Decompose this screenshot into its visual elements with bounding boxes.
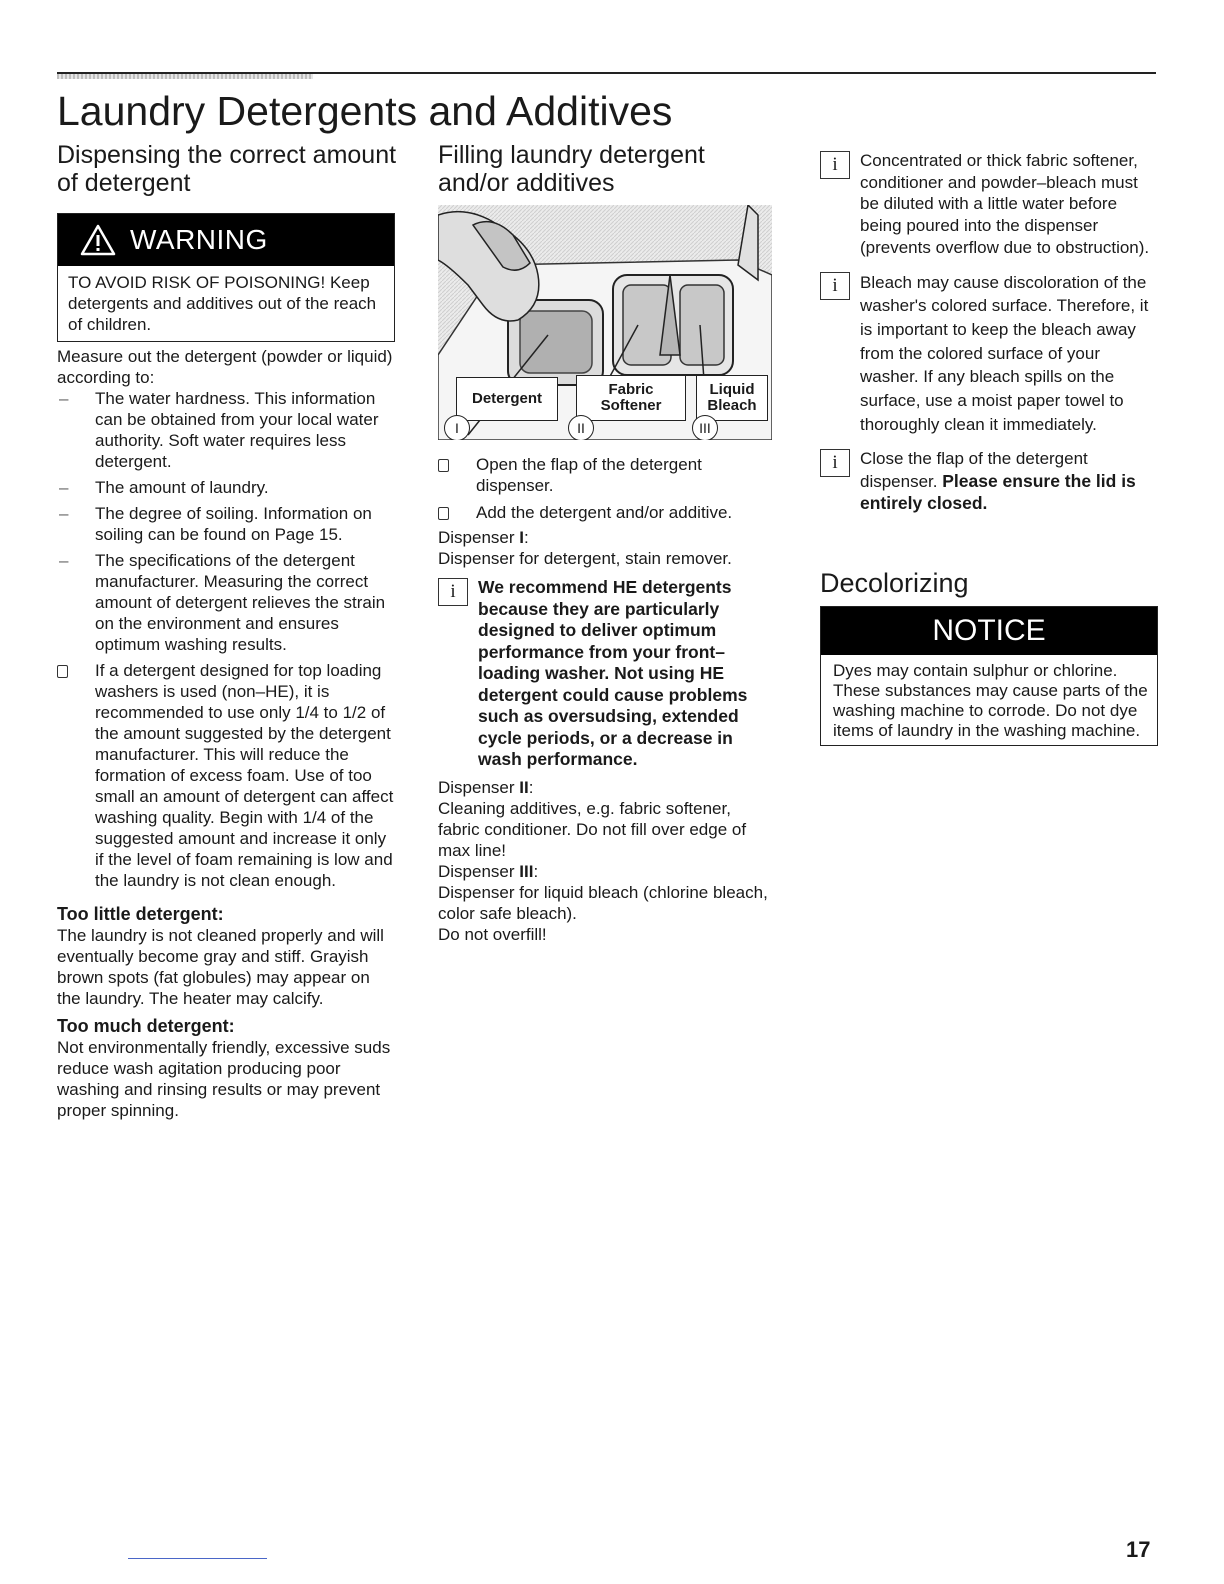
dispenser-3-suffix: : bbox=[533, 861, 539, 881]
measure-intro: Measure out the detergent (powder or liquid) according to: bbox=[57, 347, 393, 387]
dispenser-2-number: II bbox=[519, 777, 529, 797]
dispenser-2-title bbox=[438, 777, 776, 798]
list-item: – The specifications of the detergent manufacturer. Measuring the correct amount of detergent relieves the strain on the environment and ensures optimum washing results. bbox=[57, 550, 397, 655]
dispenser-3-title bbox=[438, 861, 776, 882]
info-icon: i bbox=[438, 578, 468, 606]
dispenser-1-text: Dispenser for detergent, stain remover. bbox=[438, 549, 732, 568]
label-bleach: Bleach bbox=[707, 397, 757, 414]
dispenser-3-number: III bbox=[519, 861, 534, 881]
step-add-detergent: Add the detergent and/or additive. bbox=[476, 503, 733, 522]
info-text-concentrated: Concentrated or thick fabric softener, conditioner and powder–bleach must be diluted with a little water before being poured into the dispenser (prevents overflow due to obstruction). bbox=[860, 151, 1150, 257]
info-icon: i bbox=[820, 449, 850, 477]
info-note-concentrated bbox=[820, 150, 1160, 259]
dispenser-1-prefix: Dispenser bbox=[438, 528, 520, 547]
dispenser-illustration bbox=[438, 205, 772, 440]
checkbox-bullet-icon bbox=[438, 459, 449, 472]
overfill-warning: Do not overfill! bbox=[438, 924, 547, 944]
header-rule bbox=[57, 72, 1156, 74]
measure-criteria-list bbox=[57, 388, 397, 655]
notice-body: Dyes may contain sulphur or chlorine. These substances may cause parts of the washing machine to corrode. Do not dye items of laundry in the washing machine. bbox=[833, 660, 1148, 740]
info-icon: i bbox=[820, 151, 850, 179]
too-much-text: Not environmentally friendly, excessive suds reduce wash agitation producing poor washing and rinsing results or may prevent proper spinning. bbox=[57, 1038, 391, 1120]
footer-line bbox=[128, 1558, 267, 1559]
checklist-item bbox=[438, 502, 776, 523]
dispenser-1-title bbox=[438, 527, 776, 548]
page-title: Laundry Detergents and Additives bbox=[57, 88, 673, 134]
checkbox-bullet-icon bbox=[438, 507, 449, 520]
label-liquid-bleach bbox=[696, 375, 768, 421]
checklist-item-text: If a detergent designed for top loading washers is used (non–HE), it is recommended to use only 1/4 to 1/2 of the amount suggested by the detergent manufacturer. This will reduce the formation of excess foam. Use of too small an amount of detergent can affect washing quality. Begin with 1/4 of the suggested amount and increase it only if the level of foam remaining is low and the laundry is not clean enough. bbox=[95, 661, 394, 890]
column-dispensing bbox=[57, 141, 397, 1121]
notice-box bbox=[820, 606, 1158, 746]
dispenser-2-text: Cleaning additives, e.g. fabric softener, fabric conditioner. Do not fill over edge of max line! bbox=[438, 798, 747, 860]
dispenser-1-suffix: : bbox=[524, 528, 529, 547]
info-note-bleach bbox=[820, 271, 1160, 437]
label-fabric-softener bbox=[576, 375, 686, 421]
section-heading-dispensing: Dispensing the correct amount of detergent bbox=[57, 141, 397, 197]
page-number: 17 bbox=[1126, 1537, 1151, 1562]
warning-box bbox=[57, 213, 395, 342]
column-notes bbox=[820, 150, 1160, 746]
checkbox-bullet-icon bbox=[57, 665, 68, 678]
warning-header bbox=[58, 214, 394, 266]
column-filling bbox=[438, 141, 776, 945]
checklist-item bbox=[438, 454, 776, 496]
dispenser-number-1: I bbox=[444, 415, 470, 440]
notice-label: NOTICE bbox=[821, 607, 1157, 655]
he-recommendation: We recommend HE detergents because they are particularly designed to deliver optimum performance from your front–loading washer. Not using HE detergent could cause problems such as oversudsing, extended cycle periods, or a decrease in wash performance. bbox=[478, 577, 748, 769]
dispenser-number-2: II bbox=[568, 415, 594, 440]
info-text-bleach: Bleach may cause discoloration of the washer's colored surface. Therefore, it is important to keep the bleach away from the colored surface of your washer. If any bleach spills on the surface, use a moist paper towel to thoroughly clean it immediately. bbox=[860, 272, 1149, 434]
info-icon: i bbox=[820, 272, 850, 300]
label-detergent: Detergent bbox=[456, 377, 558, 421]
list-item: – The water hardness. This information can be obtained from your local water authority. Soft water requires less detergent. bbox=[57, 388, 397, 472]
section-heading-decolorizing: Decolorizing bbox=[820, 567, 969, 598]
warning-body: TO AVOID RISK OF POISONING! Keep detergents and additives out of the reach of children. bbox=[68, 273, 377, 334]
section-heading-filling: Filling laundry detergent and/or additives bbox=[438, 141, 705, 197]
info-note-close-flap bbox=[820, 448, 1160, 516]
label-softener: Softener bbox=[600, 397, 662, 414]
info-text-close-flap-emphasis: Please ensure the lid is entirely closed. bbox=[860, 470, 1136, 514]
info-note-he bbox=[438, 577, 776, 771]
label-fabric: Fabric bbox=[608, 381, 654, 398]
list-item: – The degree of soiling. Information on soiling can be found on Page 15. bbox=[57, 503, 397, 545]
too-much-heading: Too much detergent: bbox=[57, 1016, 235, 1036]
dispenser-2-prefix: Dispenser bbox=[438, 777, 520, 797]
info-text-close-flap: Close the flap of the detergent dispenser. bbox=[860, 449, 1088, 491]
dispenser-2-suffix: : bbox=[528, 777, 534, 797]
too-little-text: The laundry is not cleaned properly and will eventually become gray and stiff. Grayish brown spots (fat globules) may appear on the laundry. The heater may calcify. bbox=[57, 926, 384, 1008]
checklist-item bbox=[57, 660, 397, 891]
dispenser-3-prefix: Dispenser bbox=[438, 861, 520, 881]
warning-triangle-icon bbox=[80, 224, 116, 256]
warning-label: WARNING bbox=[130, 224, 268, 255]
too-little-heading: Too little detergent: bbox=[57, 904, 224, 924]
dispenser-number-3: III bbox=[692, 415, 718, 440]
dispenser-3-text: Dispenser for liquid bleach (chlorine bleach, color safe bleach). bbox=[438, 882, 768, 923]
label-liquid: Liquid bbox=[709, 381, 755, 398]
dispenser-1-number: I bbox=[519, 528, 524, 547]
step-open-flap: Open the flap of the detergent dispenser. bbox=[476, 455, 702, 495]
list-item: – The amount of laundry. bbox=[57, 477, 397, 498]
